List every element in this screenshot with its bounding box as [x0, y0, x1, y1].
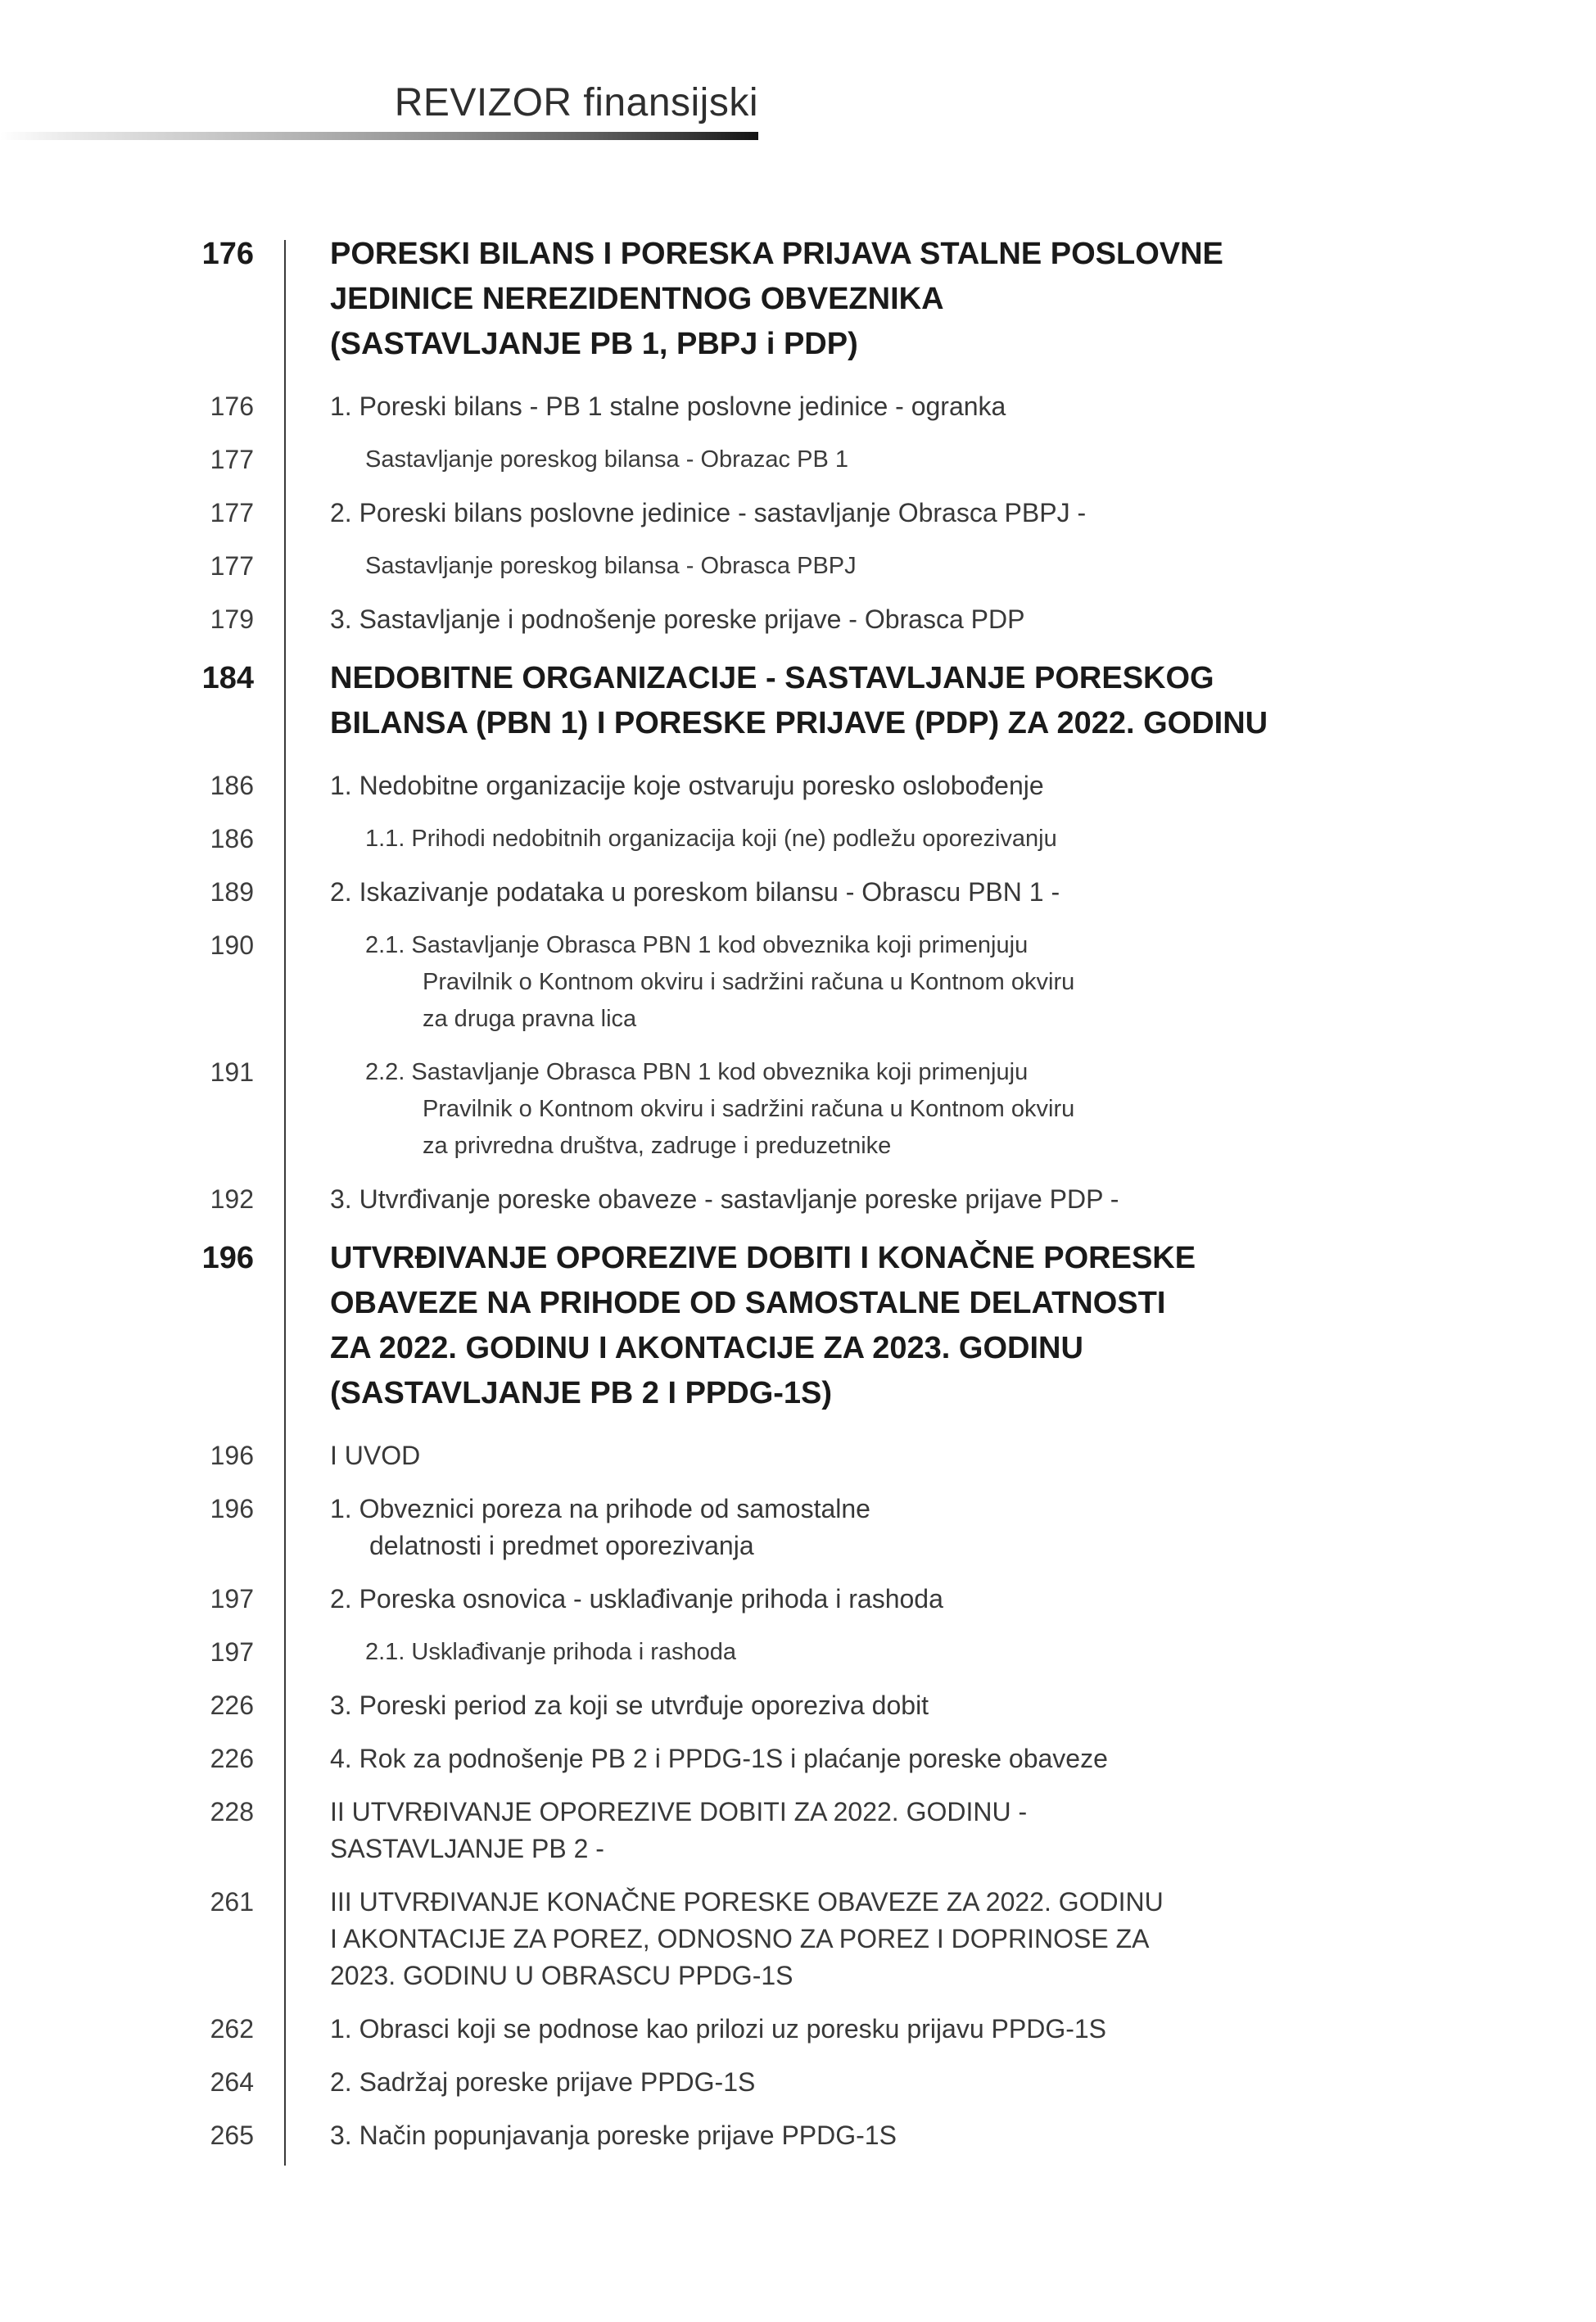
- table-of-contents: [131, 232, 1490, 2170]
- page-number: 184: [201, 661, 254, 695]
- page-number: 186: [210, 771, 254, 800]
- header-gradient-rule: [0, 132, 758, 140]
- toc-subitem: [131, 927, 1490, 1038]
- entry-line: SASTAVLJANJE PB 2 -: [330, 1834, 604, 1863]
- toc-section-heading: [131, 1236, 1490, 1416]
- section-title-line: NEDOBITNE ORGANIZACIJE - SASTAVLJANJE PORESKOG: [330, 661, 1214, 695]
- page-number: 176: [210, 392, 254, 421]
- entry-title: [330, 1740, 1490, 1777]
- entry-line: delatnosti i predmet oporezivanja: [369, 1531, 754, 1560]
- entry-line: 1. Poreski bilans - PB 1 stalne poslovne jedinice - ogranka: [330, 392, 1006, 421]
- entry-title: [330, 1054, 1490, 1165]
- toc-item: [131, 495, 1490, 532]
- entry-line: Sastavljanje poreskog bilansa - Obrazac PB 1: [365, 446, 848, 473]
- entry-line: 3. Poreski period za koji se utvrđuje oporeziva dobit: [330, 1691, 929, 1720]
- entry-title: [330, 601, 1490, 638]
- section-title-line: (SASTAVLJANJE PB 2 I PPDG-1S): [330, 1376, 833, 1410]
- entry-line: 1. Nedobitne organizacije koje ostvaruju poresko oslobođenje: [330, 771, 1044, 800]
- toc-item: [131, 1181, 1490, 1218]
- toc-section-heading: [131, 656, 1490, 746]
- page-number: 261: [210, 1887, 254, 1917]
- toc-section: [131, 1236, 1490, 2154]
- section-title: [330, 1236, 1490, 1416]
- entry-line: I UVOD: [330, 1441, 421, 1470]
- section-title: [330, 232, 1490, 367]
- toc-subitem: [131, 441, 1490, 478]
- toc-item: [131, 874, 1490, 911]
- toc-section-heading: [131, 232, 1490, 367]
- section-title-line: PORESKI BILANS I PORESKA PRIJAVA STALNE POSLOVNE: [330, 237, 1223, 271]
- page-number: 197: [210, 1584, 254, 1614]
- entry-line: II UTVRĐIVANJE OPOREZIVE DOBITI ZA 2022. GODINU -: [330, 1797, 1028, 1826]
- section-title-line: (SASTAVLJANJE PB 1, PBPJ i PDP): [330, 327, 858, 361]
- page-number: 196: [201, 1241, 254, 1275]
- entry-line: 2. Sadržaj poreske prijave PPDG-1S: [330, 2067, 756, 2097]
- page-number: 177: [210, 445, 254, 474]
- entry-title: [330, 1581, 1490, 1618]
- entry-title: [330, 1884, 1490, 1994]
- toc-subitem: [131, 1634, 1490, 1671]
- entry-title: [330, 821, 1490, 858]
- page-number: 197: [210, 1637, 254, 1667]
- entry-title: [330, 441, 1490, 478]
- entry-title: [330, 2011, 1490, 2048]
- toc-item: [131, 1581, 1490, 1618]
- section-title-line: BILANSA (PBN 1) I PORESKE PRIJAVE (PDP) ZA 2022. GODINU: [330, 706, 1268, 740]
- entry-title: [330, 548, 1490, 585]
- toc-item: [131, 601, 1490, 638]
- entry-title: [330, 1181, 1490, 1218]
- entry-line: 1.1. Prihodi nedobitnih organizacija koji (ne) podležu oporezivanju: [365, 826, 1057, 852]
- toc-subitem: [131, 548, 1490, 585]
- toc-section: [131, 656, 1490, 1218]
- entry-line: Pravilnik o Kontnom okviru i sadržini računa u Kontnom okviru: [423, 1096, 1075, 1122]
- entry-line: 1. Obrasci koji se podnose kao prilozi uz poresku prijavu PPDG-1S: [330, 2014, 1106, 2044]
- toc-item: [131, 2011, 1490, 2048]
- entry-line: 2.1. Usklađivanje prihoda i rashoda: [365, 1639, 736, 1665]
- entry-line: 2.2. Sastavljanje Obrasca PBN 1 kod obveznika koji primenjuju: [365, 1059, 1029, 1085]
- entry-line: 2023. GODINU U OBRASCU PPDG-1S: [330, 1961, 793, 1990]
- section-title-line: ZA 2022. GODINU I AKONTACIJE ZA 2023. GODINU: [330, 1331, 1083, 1365]
- entry-title: [330, 1794, 1490, 1867]
- section-title-line: OBAVEZE NA PRIHODE OD SAMOSTALNE DELATNOSTI: [330, 1286, 1166, 1320]
- entry-title: [330, 1687, 1490, 1724]
- page-number: 226: [210, 1744, 254, 1773]
- toc-item: [131, 1740, 1490, 1777]
- page-number: 196: [210, 1494, 254, 1523]
- entry-title: [330, 495, 1490, 532]
- page-number: 226: [210, 1691, 254, 1720]
- entry-line: za druga pravna lica: [423, 1006, 637, 1032]
- toc-item: [131, 2064, 1490, 2101]
- entry-title: [330, 2117, 1490, 2154]
- entry-title: [330, 1491, 1490, 1564]
- entry-title: [330, 1634, 1490, 1671]
- page-number: 264: [210, 2067, 254, 2097]
- entry-line: 1. Obveznici poreza na prihode od samostalne: [330, 1494, 870, 1523]
- toc-item: [131, 388, 1490, 425]
- entry-line: I AKONTACIJE ZA POREZ, ODNOSNO ZA POREZ I DOPRINOSE ZA: [330, 1924, 1150, 1953]
- page-number: 186: [210, 824, 254, 853]
- toc-item: [131, 1687, 1490, 1724]
- section-title-line: UTVRĐIVANJE OPOREZIVE DOBITI I KONAČNE PORESKE: [330, 1241, 1196, 1275]
- entry-line: za privredna društva, zadruge i preduzetnike: [423, 1133, 892, 1159]
- toc-item: [131, 1491, 1490, 1564]
- page-number: 262: [210, 2014, 254, 2044]
- entry-line: 3. Način popunjavanja poreske prijave PPDG-1S: [330, 2121, 897, 2150]
- page-number: 189: [210, 877, 254, 907]
- page-number: 265: [210, 2121, 254, 2150]
- page-number: 191: [210, 1057, 254, 1087]
- entry-title: [330, 767, 1490, 804]
- toc-item: [131, 1884, 1490, 1994]
- entry-line: 3. Utvrđivanje poreske obaveze - sastavljanje poreske prijave PDP -: [330, 1184, 1119, 1214]
- entry-title: [330, 874, 1490, 911]
- entry-line: III UTVRĐIVANJE KONAČNE PORESKE OBAVEZE ZA 2022. GODINU: [330, 1887, 1164, 1917]
- publication-title: REVIZOR finansijski: [394, 81, 758, 124]
- entry-line: Sastavljanje poreskog bilansa - Obrasca PBPJ: [365, 553, 857, 579]
- page-number: 192: [210, 1184, 254, 1214]
- entry-title: [330, 2064, 1490, 2101]
- page-number: 179: [210, 604, 254, 634]
- page-number: 176: [201, 237, 254, 271]
- entry-line: 2.1. Sastavljanje Obrasca PBN 1 kod obveznika koji primenjuju: [365, 932, 1029, 958]
- toc-subitem: [131, 821, 1490, 858]
- section-title-line: JEDINICE NEREZIDENTNOG OBVEZNIKA: [330, 282, 944, 316]
- entry-line: 3. Sastavljanje i podnošenje poreske prijave - Obrasca PDP: [330, 604, 1025, 634]
- page-number: 177: [210, 498, 254, 527]
- entry-line: 4. Rok za podnošenje PB 2 i PPDG-1S i plaćanje poreske obaveze: [330, 1744, 1108, 1773]
- entry-title: [330, 927, 1490, 1038]
- section-title: [330, 656, 1490, 746]
- toc-item: [131, 2117, 1490, 2154]
- page-number: 228: [210, 1797, 254, 1826]
- page-number: 196: [210, 1441, 254, 1470]
- toc-item: [131, 767, 1490, 804]
- toc-item: [131, 1794, 1490, 1867]
- entry-line: 2. Poreska osnovica - usklađivanje prihoda i rashoda: [330, 1584, 943, 1614]
- entry-line: Pravilnik o Kontnom okviru i sadržini računa u Kontnom okviru: [423, 969, 1075, 995]
- entry-line: 2. Iskazivanje podataka u poreskom bilansu - Obrascu PBN 1 -: [330, 877, 1060, 907]
- toc-subitem: [131, 1054, 1490, 1165]
- entry-line: 2. Poreski bilans poslovne jedinice - sastavljanje Obrasca PBPJ -: [330, 498, 1087, 527]
- entry-title: [330, 388, 1490, 425]
- page-number: 177: [210, 551, 254, 581]
- entry-title: [330, 1437, 1490, 1474]
- page-number: 190: [210, 930, 254, 960]
- toc-section: [131, 232, 1490, 638]
- toc-item: [131, 1437, 1490, 1474]
